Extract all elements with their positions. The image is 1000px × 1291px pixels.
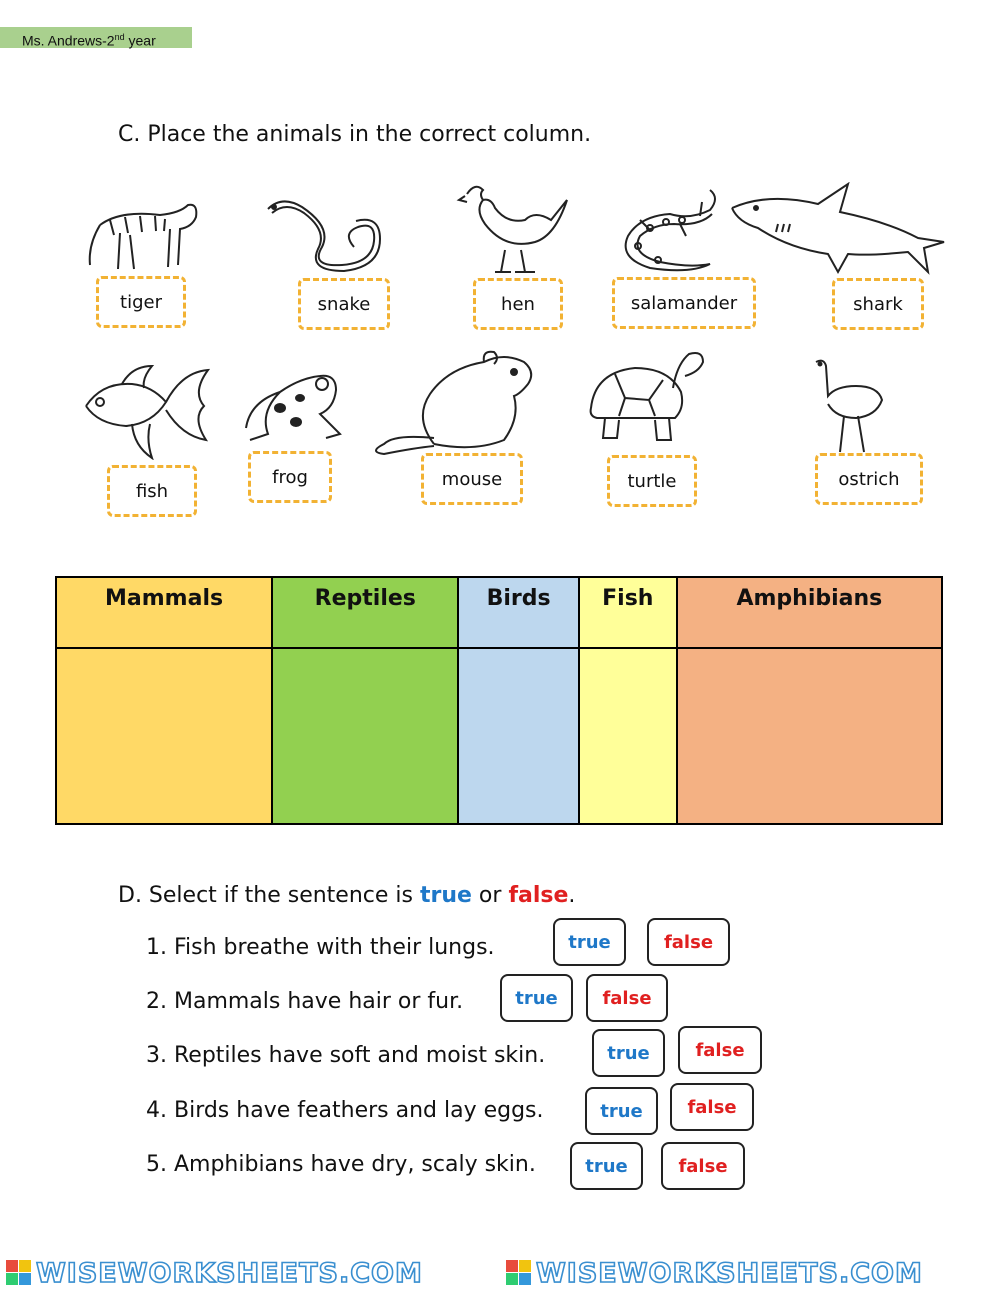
ostrich-image	[806, 356, 888, 454]
footer-brand-2: WISEWORKSHEETS.COM	[536, 1258, 923, 1289]
header-birds: Birds	[458, 577, 578, 648]
section-d-or: or	[471, 883, 509, 908]
sentence-4: 4. Birds have feathers and lay eggs.	[146, 1098, 544, 1123]
teacher-year: year	[124, 32, 156, 49]
tiger-image	[80, 185, 200, 277]
label-tiger[interactable]: tiger	[96, 276, 186, 328]
sentence-4-true-button[interactable]: true	[585, 1087, 658, 1135]
wise-logo-icon	[6, 1260, 31, 1285]
section-d-true-word: true	[419, 883, 472, 908]
label-salamander[interactable]: salamander	[612, 277, 756, 329]
hen-image	[455, 180, 577, 280]
section-d-title	[118, 883, 575, 908]
sentence-4-false-button[interactable]: false	[670, 1083, 754, 1131]
sentence-5: 5. Amphibians have dry, scaly skin.	[146, 1152, 536, 1177]
sentence-3-true-button[interactable]: true	[592, 1029, 665, 1077]
section-d-period: .	[568, 883, 576, 908]
teacher-tag	[0, 27, 192, 48]
classification-table	[55, 576, 943, 825]
label-turtle[interactable]: turtle	[607, 455, 697, 507]
teacher-name: Ms. Andrews-2	[22, 32, 115, 49]
section-d-false-word: false	[508, 883, 569, 908]
sentence-1-false-button[interactable]: false	[647, 918, 730, 966]
label-fish[interactable]: fish	[107, 465, 197, 517]
sentence-3: 3. Reptiles have soft and moist skin.	[146, 1043, 546, 1068]
label-mouse[interactable]: mouse	[421, 453, 523, 505]
label-frog[interactable]: frog	[248, 451, 332, 503]
header-mammals: Mammals	[56, 577, 272, 648]
sentence-5-false-button[interactable]: false	[661, 1142, 745, 1190]
dropzone-birds[interactable]	[458, 648, 578, 824]
label-ostrich[interactable]: ostrich	[815, 453, 923, 505]
label-shark[interactable]: shark	[832, 278, 924, 330]
sentence-2-true-button[interactable]: true	[500, 974, 573, 1022]
snake-image	[262, 187, 394, 275]
section-d-prefix: D. Select if the sentence is	[118, 883, 420, 908]
dropzone-fish[interactable]	[579, 648, 677, 824]
mouse-image	[364, 348, 540, 460]
sentence-1: 1. Fish breathe with their lungs.	[146, 935, 495, 960]
label-snake[interactable]: snake	[298, 278, 390, 330]
footer-watermark	[0, 1252, 1000, 1291]
salamander-image	[610, 180, 726, 278]
wise-logo-icon-2	[506, 1260, 531, 1285]
header-reptiles: Reptiles	[272, 577, 458, 648]
fish-image	[82, 362, 210, 460]
sentence-1-true-button[interactable]: true	[553, 918, 626, 966]
sentence-2-false-button[interactable]: false	[586, 974, 668, 1022]
teacher-sup: nd	[114, 32, 125, 42]
dropzone-reptiles[interactable]	[272, 648, 458, 824]
section-c-title: C. Place the animals in the correct column.	[118, 122, 592, 147]
header-fish: Fish	[579, 577, 677, 648]
dropzone-amphibians[interactable]	[677, 648, 942, 824]
footer-brand-1: WISEWORKSHEETS.COM	[36, 1258, 423, 1289]
sentence-5-true-button[interactable]: true	[570, 1142, 643, 1190]
sentence-3-false-button[interactable]: false	[678, 1026, 762, 1074]
shark-image	[728, 182, 948, 282]
header-amphibians: Amphibians	[677, 577, 942, 648]
frog-image	[240, 368, 352, 448]
label-hen[interactable]: hen	[473, 278, 563, 330]
sentence-2: 2. Mammals have hair or fur.	[146, 989, 464, 1014]
turtle-image	[585, 348, 709, 448]
dropzone-mammals[interactable]	[56, 648, 272, 824]
